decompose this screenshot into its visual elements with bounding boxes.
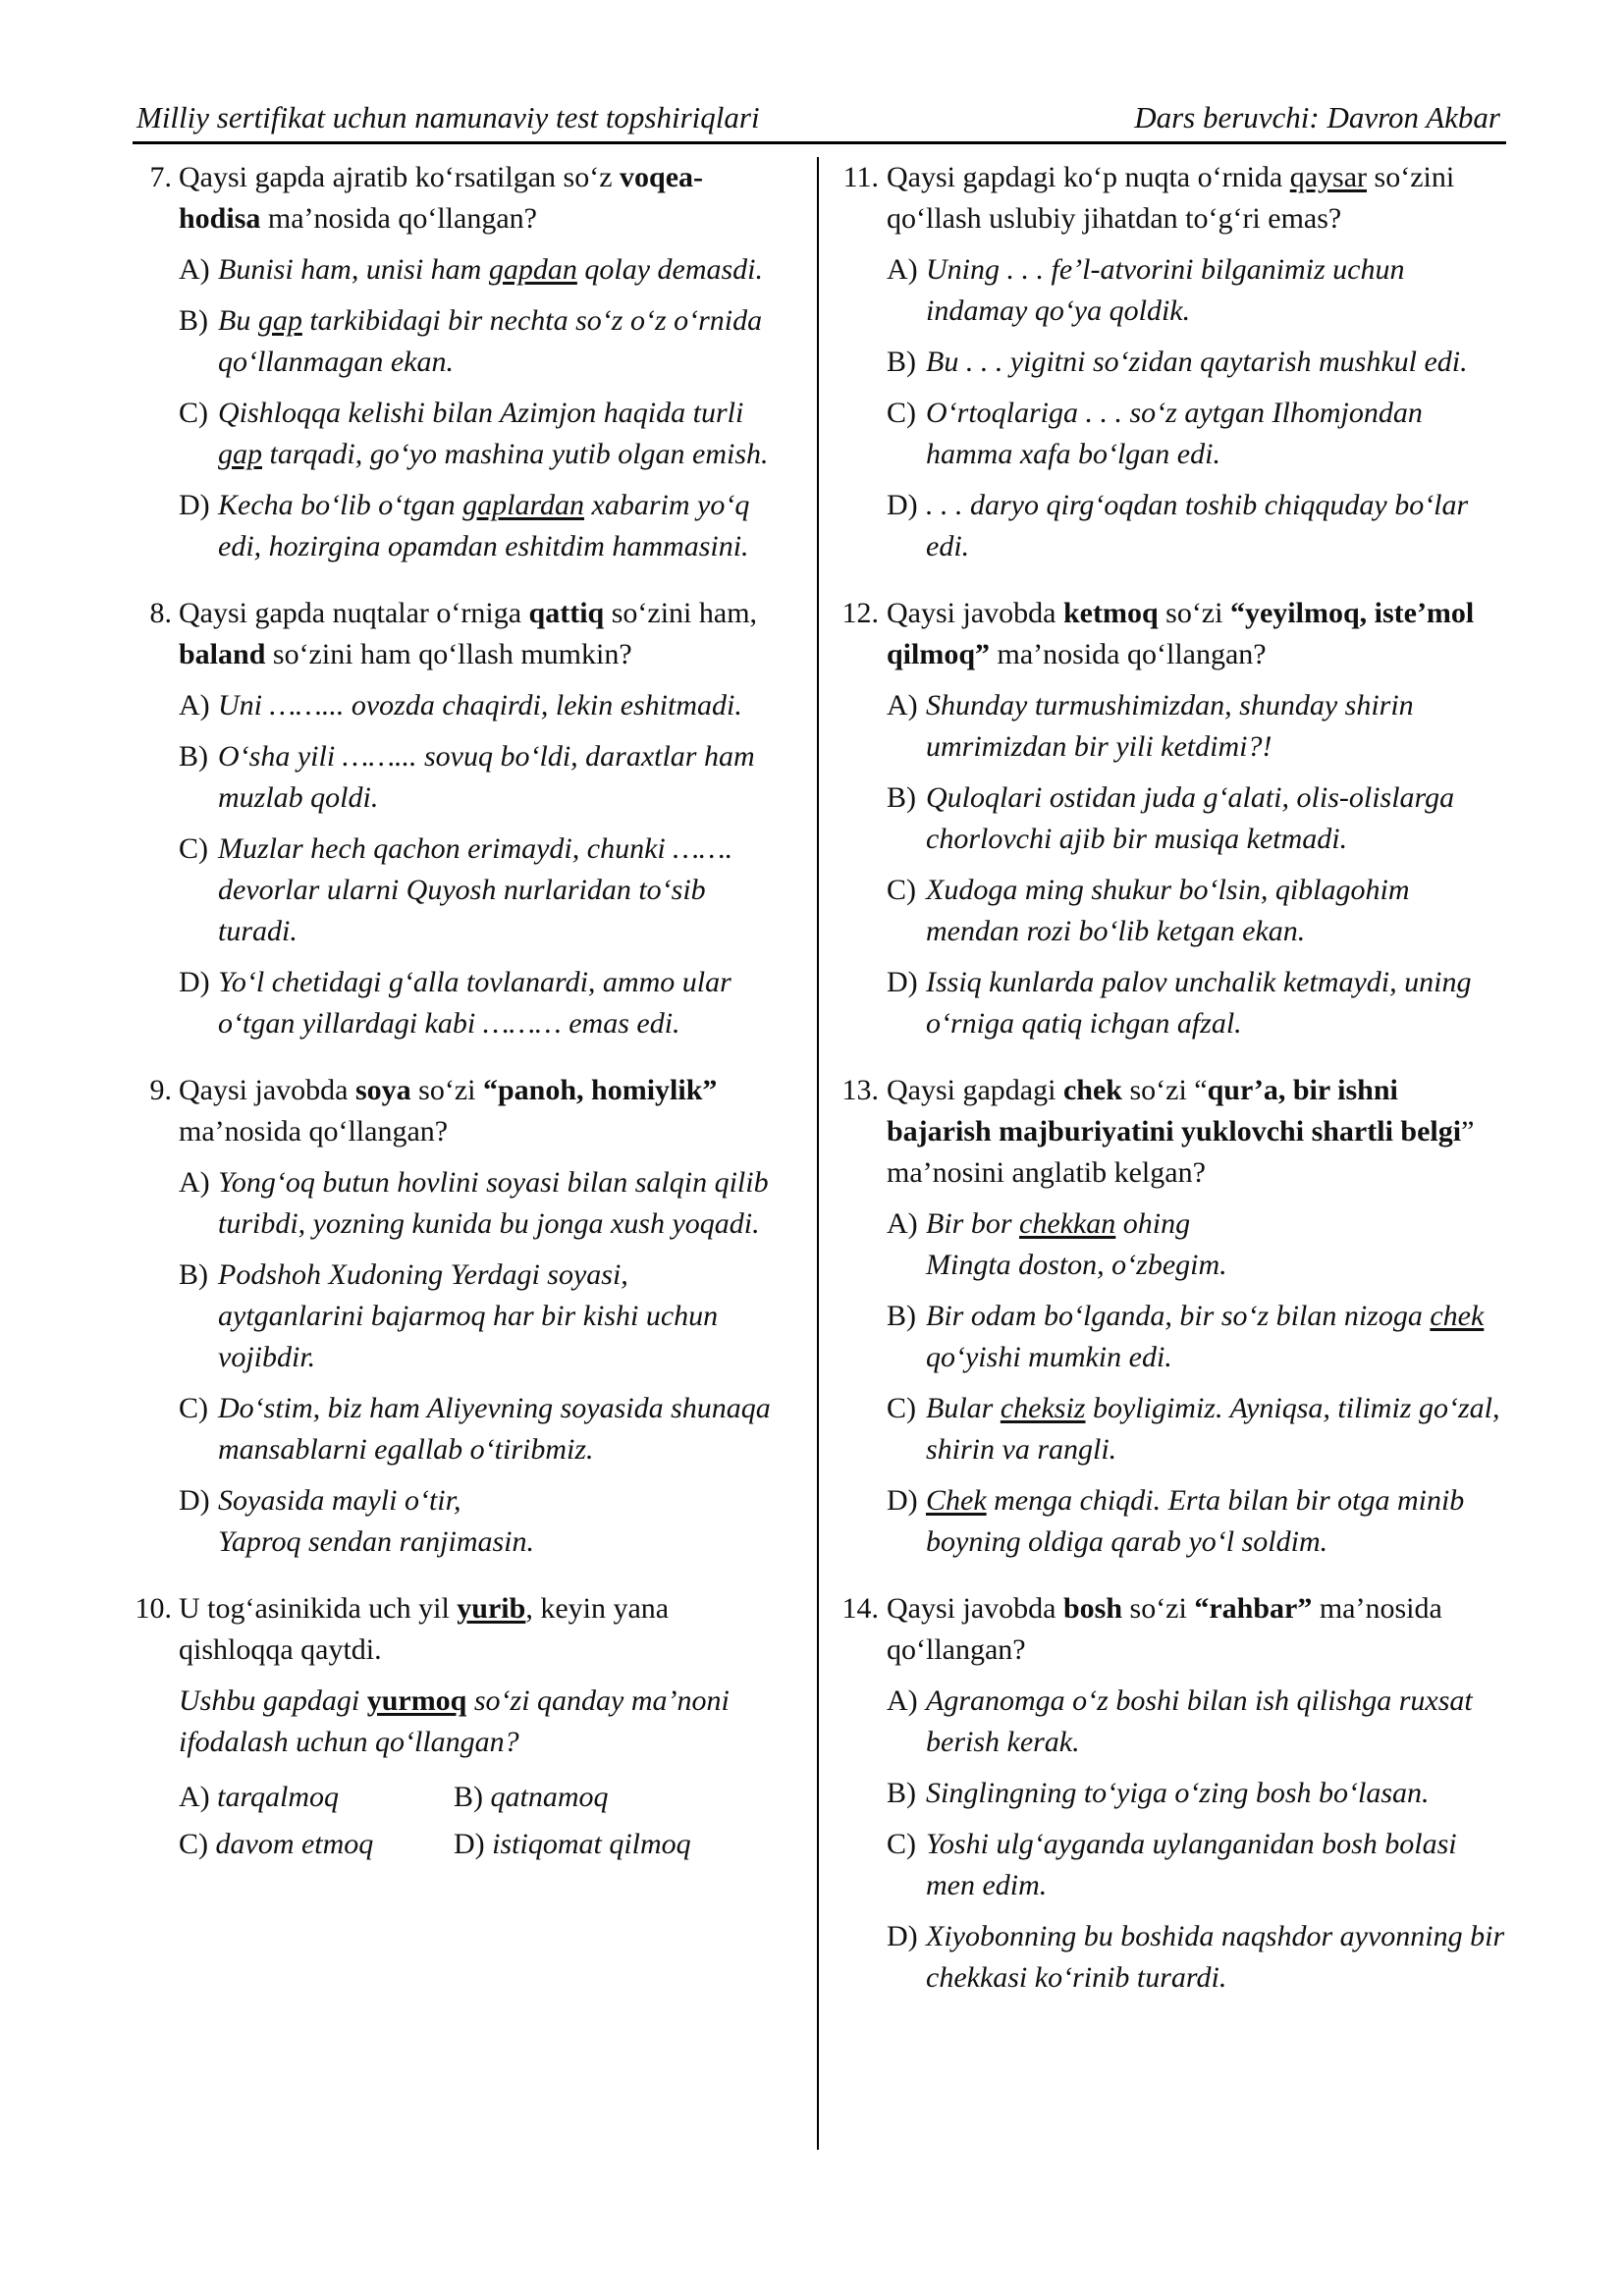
question-stem: Qaysi javobda bosh so‘zi “rahbar” ma’nosida qo‘llangan? xyxy=(887,1592,1442,1666)
option-letter: A) xyxy=(179,1166,210,1199)
option-letter: B) xyxy=(887,1777,916,1809)
option-letter: B) xyxy=(887,781,916,814)
option-letter: B) xyxy=(887,1300,916,1332)
option-letter: A) xyxy=(887,253,918,286)
stem-keyword: soya xyxy=(354,1074,411,1106)
option-text: Quloqlari ostidan juda g‘alati, olis-olislarga chorlovchi ajib bir musiqa ketmadi. xyxy=(926,781,1455,855)
option-text: Xiyobonning bu boshida naqshdor ayvonning bir chekkasi ko‘rinib turardi. xyxy=(926,1920,1505,1994)
header-title: Milliy sertifikat uchun namunaviy test topshiriqlari xyxy=(136,100,760,134)
question-14 xyxy=(838,1588,1505,1999)
option-text: Uning . . . fe’l-atvorini bilganimiz uchun indamay qo‘ya qoldik. xyxy=(926,253,1405,327)
option-c[interactable] xyxy=(887,870,1505,952)
option-letter: A) xyxy=(887,1684,918,1717)
underlined-word: cheksiz xyxy=(1000,1392,1086,1424)
stem-keyword: qur’a, bir ishni bajarish majburiyatini yuklovchi shartli belgi xyxy=(887,1074,1462,1148)
option-a[interactable] xyxy=(179,249,781,291)
underlined-word: qaysar xyxy=(1289,161,1368,193)
option-letter: C) xyxy=(887,1828,916,1860)
underlined-word: gap xyxy=(257,304,302,337)
page-header xyxy=(133,96,1506,144)
option-letter: C) xyxy=(179,1392,208,1424)
question-stem: Qaysi gapdagi chek so‘zi “qur’a, bir ishni bajarish majburiyatini yuklovchi shartli belgi” ma’nosini anglatib kelgan? xyxy=(887,1074,1475,1189)
option-text: Bular cheksiz boyligimiz. Ayniqsa, tilimiz go‘zal, shirin va rangli. xyxy=(926,1392,1500,1466)
underlined-word: yurmoq xyxy=(366,1684,467,1717)
option-c[interactable] xyxy=(179,1388,781,1470)
option-text: Uni ……... ovozda chaqirdi, lekin eshitmadi. xyxy=(218,689,742,721)
question-number: 7. xyxy=(149,161,172,193)
question-9 xyxy=(133,1070,781,1563)
option-letter: D) xyxy=(179,966,210,998)
option-text: Muzlar hech qachon erimaydi, chunki ……. devorlar ularni Quyosh nurlaridan to‘sib turadi. xyxy=(218,832,733,947)
underlined-word: yurib xyxy=(457,1592,526,1625)
option-b[interactable]: B) qatnamoq xyxy=(454,1781,609,1813)
option-letter: C) xyxy=(179,397,208,429)
stem-keyword: “yeyilmoq, iste’mol qilmoq” xyxy=(887,597,1475,670)
option-text: Singlingning to‘yiga o‘zing bosh bo‘lasan. xyxy=(926,1777,1430,1809)
option-letter: D) xyxy=(179,489,210,521)
underlined-word: chek xyxy=(1430,1300,1485,1332)
option-text: Yoshi ulg‘ayganda uylanganidan bosh bolasi men edim. xyxy=(926,1828,1457,1901)
option-a[interactable] xyxy=(887,1681,1505,1763)
stem-keyword: “panoh, homiylik” xyxy=(482,1074,718,1106)
option-text: Yong‘oq butun hovlini soyasi bilan salqin qilib turibdi, yozning kunida bu jonga xush yoqadi. xyxy=(218,1166,769,1240)
left-column xyxy=(133,157,781,1891)
underlined-word: gap xyxy=(218,438,262,470)
answer-grid xyxy=(179,1777,781,1865)
option-d[interactable]: D) istiqomat qilmoq xyxy=(454,1828,691,1860)
option-letter: B) xyxy=(887,346,916,378)
underlined-word: gapdan xyxy=(488,253,577,286)
stem-text: ma’nosida qo‘llangan? xyxy=(260,202,537,235)
stem-keyword: bosh xyxy=(1062,1592,1123,1625)
option-c[interactable] xyxy=(887,393,1505,475)
question-stem: Qaysi javobda soya so‘zi “panoh, homiylik” ma’nosida qo‘llangan? xyxy=(179,1074,718,1148)
option-c[interactable] xyxy=(179,393,781,475)
option-text: Bu gap tarkibidagi bir nechta so‘z o‘z o‘rnida qo‘llanmagan ekan. xyxy=(218,304,763,378)
option-d[interactable] xyxy=(179,485,781,567)
option-text: davom etmoq xyxy=(215,1828,374,1860)
stem-keyword: ketmoq xyxy=(1062,597,1159,629)
option-b[interactable] xyxy=(179,736,781,819)
question-stem xyxy=(179,157,781,240)
option-text: Kecha bo‘lib o‘tgan gaplardan xabarim yo‘q edi, hozirgina opamdan eshitdim hammasini. xyxy=(218,489,750,562)
option-d[interactable] xyxy=(179,962,781,1044)
option-text: Bu . . . yigitni so‘zidan qaytarish mushkul edi. xyxy=(926,346,1468,378)
option-letter: C) xyxy=(887,1392,916,1424)
option-text: Chek menga chiqdi. Erta bilan bir otga minib boyning oldiga qarab yo‘l soldim. xyxy=(926,1484,1465,1558)
option-text: Bir bor chekkan ohing Mingta doston, o‘zbegim. xyxy=(926,1207,1227,1281)
option-letter: D) xyxy=(179,1484,210,1517)
option-letter: C) xyxy=(887,397,916,429)
question-7 xyxy=(133,157,781,567)
option-d[interactable] xyxy=(887,962,1505,1044)
question-8 xyxy=(133,593,781,1044)
option-d[interactable] xyxy=(179,1480,781,1563)
option-letter: A) xyxy=(887,1207,918,1240)
question-stem: U tog‘asinikida uch yil yurib, keyin yana qishloqqa qaytdi. xyxy=(179,1592,670,1666)
option-b[interactable] xyxy=(887,1296,1505,1378)
question-stem: Qaysi gapda nuqtalar o‘rniga qattiq so‘zini ham, baland so‘zini ham qo‘llash mumkin? xyxy=(179,597,758,670)
option-text: Issiq kunlarda palov unchalik ketmaydi, uning o‘rniga qatiq ichgan afzal. xyxy=(926,966,1472,1040)
option-b[interactable] xyxy=(179,300,781,383)
option-letter: A) xyxy=(179,689,210,721)
stem-keyword: voqea-hodisa xyxy=(179,161,704,235)
option-a[interactable] xyxy=(179,685,781,726)
option-a[interactable]: A) tarqalmoq xyxy=(179,1781,340,1813)
option-c[interactable] xyxy=(179,828,781,952)
option-text: Shunday turmushimizdan, shunday shirin umrimizdan bir yili ketdimi?! xyxy=(926,689,1414,763)
option-letter: D) xyxy=(887,1920,918,1952)
stem-keyword: qattiq xyxy=(528,597,605,629)
question-11 xyxy=(838,157,1505,567)
question-number: 14. xyxy=(841,1592,879,1625)
option-text: Qishloqqa kelishi bilan Azimjon haqida turli gap tarqadi, go‘yo mashina yutib olgan emish. xyxy=(218,397,769,470)
question-stem: Qaysi gapdagi ko‘p nuqta o‘rnida qaysar so‘zini qo‘llash uslubiy jihatdan to‘g‘ri emas? xyxy=(887,161,1455,235)
option-letter: C) xyxy=(179,832,208,865)
option-text: Xudoga ming shukur bo‘lsin, qiblagohim mendan rozi bo‘lib ketgan ekan. xyxy=(926,874,1410,947)
option-a[interactable] xyxy=(887,1203,1505,1286)
option-text: Do‘stim, biz ham Aliyevning soyasida shunaqa mansablarni egallab o‘tiribmiz. xyxy=(218,1392,771,1466)
option-a[interactable] xyxy=(887,685,1505,768)
question-12 xyxy=(838,593,1505,1044)
option-text: . . . daryo qirg‘oqdan toshib chiqquday bo‘lar edi. xyxy=(926,489,1469,562)
option-letter: B) xyxy=(179,304,208,337)
option-letter: B) xyxy=(179,740,208,773)
option-text: Soyasida mayli o‘tir, Yaproq sendan ranjimasin. xyxy=(218,1484,535,1558)
question-number: 13. xyxy=(841,1074,879,1106)
option-d[interactable] xyxy=(887,485,1505,567)
question-number: 11. xyxy=(842,161,879,193)
header-author: Dars beruvchi: Davron Akbar xyxy=(1134,100,1500,134)
option-a[interactable] xyxy=(179,1162,781,1245)
stem-text: Qaysi gapda ajratib ko‘rsatilgan so‘z xyxy=(179,161,621,193)
question-number: 9. xyxy=(149,1074,172,1106)
option-text: Bir odam bo‘lganda, bir so‘z bilan nizoga chek qo‘yishi mumkin edi. xyxy=(926,1300,1485,1373)
option-letter: A) xyxy=(887,689,918,721)
option-text: O‘sha yili ……... sovuq bo‘ldi, daraxtlar ham muzlab qoldi. xyxy=(218,740,755,814)
option-c[interactable]: C) davom etmoq xyxy=(179,1828,374,1860)
question-number: 10. xyxy=(135,1592,172,1625)
underlined-word: gaplardan xyxy=(462,489,585,521)
stem-keyword: “rahbar” xyxy=(1194,1592,1313,1625)
question-10 xyxy=(133,1588,781,1865)
question-number: 12. xyxy=(841,597,879,629)
option-text: istiqomat qilmoq xyxy=(492,1828,691,1860)
option-letter: B) xyxy=(179,1258,208,1291)
option-letter: D) xyxy=(887,489,918,521)
underlined-word: Chek xyxy=(926,1484,987,1517)
option-text: O‘rtoqlariga . . . so‘z aytgan Ilhomjondan hamma xafa bo‘lgan edi. xyxy=(926,397,1423,470)
option-b[interactable] xyxy=(887,1773,1505,1814)
question-13 xyxy=(838,1070,1505,1563)
option-d[interactable] xyxy=(887,1480,1505,1563)
option-c[interactable] xyxy=(887,1824,1505,1906)
column-divider xyxy=(817,157,819,2150)
option-d[interactable] xyxy=(887,1916,1505,1999)
option-a[interactable] xyxy=(887,249,1505,332)
option-text: Bunisi ham, unisi ham gapdan qolay demasdi. xyxy=(218,253,763,286)
stem-keyword: chek xyxy=(1062,1074,1122,1106)
question-number: 8. xyxy=(149,597,172,629)
option-letter: C) xyxy=(887,874,916,906)
stem-keyword: baland xyxy=(179,638,266,670)
option-b[interactable] xyxy=(179,1255,781,1378)
option-letter: A) xyxy=(179,253,210,286)
option-b[interactable] xyxy=(887,777,1505,860)
option-text: Yo‘l chetidagi g‘alla tovlanardi, ammo ular o‘tgan yillardagi kabi ……… emas edi. xyxy=(218,966,731,1040)
question-stem: Qaysi javobda ketmoq so‘zi “yeyilmoq, iste’mol qilmoq” ma’nosida qo‘llangan? xyxy=(887,597,1475,670)
sub-question: Ushbu gapdagi yurmoq so‘zi qanday ma’noni ifodalash uchun qo‘llangan? xyxy=(179,1684,730,1758)
right-column xyxy=(838,157,1505,2024)
option-text: Agranomga o‘z boshi bilan ish qilishga ruxsat berish kerak. xyxy=(926,1684,1473,1758)
option-text: qatnamoq xyxy=(490,1781,609,1813)
underlined-word: chekkan xyxy=(1019,1207,1116,1240)
option-text: tarqalmoq xyxy=(217,1781,340,1813)
option-letter: D) xyxy=(887,966,918,998)
option-text: Podshoh Xudoning Yerdagi soyasi, aytganlarini bajarmoq har bir kishi uchun vojibdir. xyxy=(218,1258,719,1373)
option-letter: D) xyxy=(887,1484,918,1517)
option-b[interactable] xyxy=(887,342,1505,383)
option-c[interactable] xyxy=(887,1388,1505,1470)
